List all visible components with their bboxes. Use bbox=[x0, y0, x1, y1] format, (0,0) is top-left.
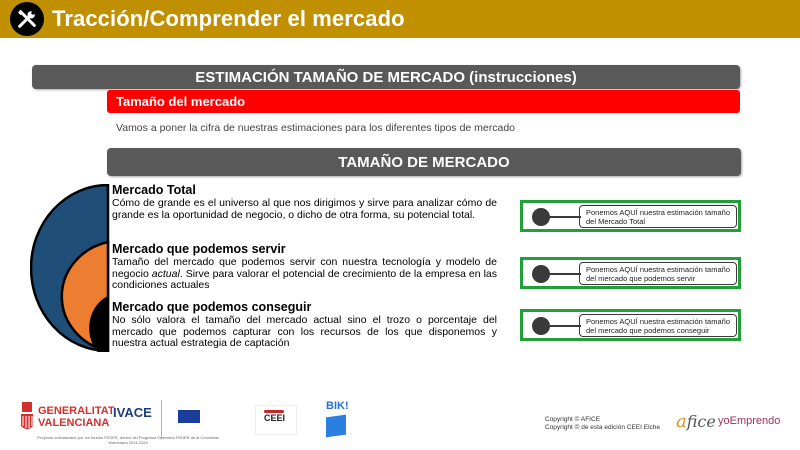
yoemprendo-logo: yoEmprendo bbox=[718, 415, 781, 427]
obtainable-market-title: Mercado que podemos conseguir bbox=[112, 300, 312, 314]
total-market-title: Mercado Total bbox=[112, 183, 196, 197]
obtainable-market-block bbox=[112, 300, 497, 350]
ivace-logo bbox=[113, 405, 152, 425]
obtainable-market-estimate-field[interactable] bbox=[520, 309, 741, 341]
eu-logo bbox=[178, 410, 244, 423]
instructions-header: ESTIMACIÓN TAMAÑO DE MERCADO (instrucciones) bbox=[32, 65, 740, 89]
market-size-header: TAMAÑO DE MERCADO bbox=[107, 148, 741, 176]
title-bar bbox=[0, 0, 800, 38]
gv-line2: VALENCIANA bbox=[38, 417, 110, 429]
total-market-estimate-field[interactable] bbox=[520, 200, 741, 232]
connector-line bbox=[547, 325, 581, 327]
desc-part: Tamaño del mercado que podemos servir con nuestra tecnología y modelo de negocio bbox=[112, 256, 497, 280]
market-size-subheader: Tamaño del mercado bbox=[107, 90, 740, 113]
copyright bbox=[545, 416, 660, 432]
desc-part: . Sirve para valorar el potencial de crecimiento de la empresa en las condiciones actuales bbox=[112, 267, 498, 291]
divider bbox=[161, 400, 162, 438]
funding-note: Proyecto cofinanciado por los fondos FEDER, dentro del Programa Operativo FEDER de la Comunitat Valenciana 2014-2020 bbox=[37, 435, 219, 445]
afice-rest: fice bbox=[686, 412, 716, 431]
estimate-placeholder[interactable]: Ponemos AQUÍ nuestra estimación tamaño del mercado que podemos servir bbox=[579, 262, 737, 285]
serviceable-market-block bbox=[112, 242, 497, 292]
intro-text: Vamos a poner la cifra de nuestras estimaciones para los diferentes tipos de mercado bbox=[116, 122, 516, 134]
estimate-placeholder[interactable]: Ponemos AQUÍ nuestra estimación tamaño del mercado que podemos conseguir bbox=[579, 314, 737, 337]
market-rings-diagram bbox=[30, 184, 110, 352]
serviceable-market-estimate-field[interactable] bbox=[520, 257, 741, 289]
connector-line bbox=[547, 273, 581, 275]
estimate-placeholder[interactable]: Ponemos AQUÍ nuestra estimación tamaño del Mercado Total bbox=[579, 205, 737, 228]
serviceable-market-title: Mercado que podemos servir bbox=[112, 242, 286, 256]
gv-line1: GENERALITAT bbox=[38, 405, 115, 417]
biki-logo bbox=[326, 400, 348, 436]
eu-flag-icon bbox=[178, 410, 200, 423]
serviceable-market-desc bbox=[112, 257, 497, 292]
obtainable-market-desc: No sólo valora el tamaño del mercado actual sino el trozo o porcentaje del mercado que podemos capturar con los recursos de los que disponemos y nuestra actual estrategia de captación bbox=[112, 314, 497, 349]
ceei-logo bbox=[255, 405, 297, 435]
afice-a: a bbox=[676, 411, 687, 432]
generalitat-valenciana-logo bbox=[20, 402, 115, 432]
total-market-desc: Cómo de grande es el universo al que nos dirigimos y sirve para analizar cómo de grande es la oportunidad de negocio, o dicho de otra forma, su potencial total. bbox=[112, 197, 497, 221]
total-market-block bbox=[112, 183, 497, 221]
afice-logo bbox=[676, 411, 716, 432]
page-title: Tracción/Comprender el mercado bbox=[52, 6, 405, 31]
ivace-text: IVACE bbox=[113, 405, 152, 420]
copyright-line-1: Copyright © AFICE bbox=[545, 416, 601, 423]
connector-line bbox=[547, 216, 581, 218]
tools-icon bbox=[10, 2, 44, 36]
ceei-text: CEEI bbox=[264, 413, 286, 423]
gv-shield-icon bbox=[20, 402, 34, 432]
biki-text: BIK! bbox=[326, 400, 349, 412]
desc-emphasis: actual bbox=[151, 267, 180, 280]
cube-icon bbox=[326, 415, 346, 438]
copyright-line-2: Copyright © de esta edición CEEI Elche bbox=[545, 424, 660, 431]
